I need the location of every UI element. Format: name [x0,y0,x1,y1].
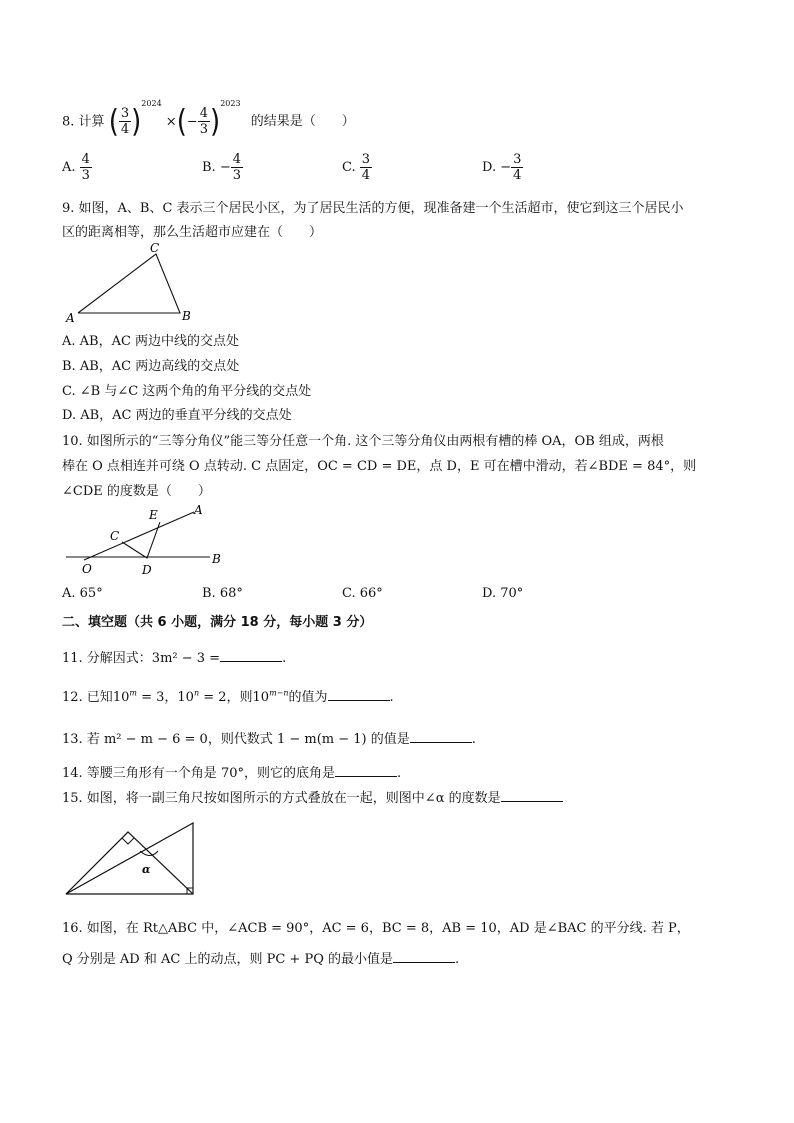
q12: 12. 已知$10^m = 3$，$10^n = 2$，则$10^{m-n}$的值为 . [62,688,394,705]
q16-line1: 16. 如图，在 Rt△ABC 中，∠ACB = 90°，AC = 6，BC = 8，AB = 10，AD 是∠BAC 的平分线. 若 P， [62,921,690,936]
q9-stem-line2: 区的距离相等，那么生活超市应建在（ ） [62,225,323,240]
q15-set-squares-figure [60,818,200,898]
q14: 14. 等腰三角形有一个角是 70°，则它的底角是 . [62,766,402,781]
label-c: C [150,241,160,255]
q8-option-c[interactable]: C. $\frac{3}{4}$ [342,152,371,183]
q10-option-a[interactable]: A. 65° [62,586,103,601]
q9-option-c[interactable]: C. ∠B 与∠C 这两个角的角平分线的交点处 [62,384,312,399]
q10-stem-line3: ∠CDE 的度数是（ ） [62,484,211,499]
section-2-heading: 二、填空题（共 6 小题，满分 18 分，每小题 3 分） [62,615,373,630]
q13: 13. 若 m² − m − 6 = 0，则代数式 1 − m(m − 1) 的值是 . [62,732,476,747]
q11-answer-blank[interactable] [220,650,282,662]
label-a: A [194,503,203,517]
q10-option-b[interactable]: B. 68° [202,586,243,601]
label-a: A [66,311,75,325]
q14-answer-blank[interactable] [335,765,397,777]
q9-triangle-figure [60,240,210,326]
q10-stem-line2: 棒在 O 点相连并可绕 O 点转动. C 点固定，OC = CD = DE，点 D，E 可在槽中滑动，若∠BDE = 84°，则 [62,459,697,474]
q8-option-a[interactable]: A. $\frac{4}{3}$ [62,152,90,183]
label-e: E [149,508,158,522]
q13-answer-blank[interactable] [410,731,472,743]
q8-fraction-2: $\frac{4}{3}$ [199,106,209,138]
q9-stem-line1: 9. 如图，A、B、C 表示三个居民小区，为了居民生活的方便，现准备建一个生活超市，使它到这三个居民小 [62,201,684,216]
alpha-label: α [142,863,151,876]
q9-option-d[interactable]: D. AB，AC 两边的垂直平分线的交点处 [62,408,292,423]
q8-stem: 8. 计算 ( $\frac{3}{4}$ )$^{2024}$ ×(− $\frac{4}{3}$ )$^{2023}$ 的结果是（ ） [62,99,355,140]
q8-fraction-1: $\frac{3}{4}$ [120,106,130,138]
paren-open: ( [108,103,119,140]
q11: 11. 分解因式：3m² − 3 = . [62,651,287,666]
label-o: O [82,562,92,576]
q10-option-d[interactable]: D. 70° [482,586,524,601]
q12-answer-blank[interactable] [328,689,390,701]
q16-answer-blank[interactable] [393,951,455,963]
q15-answer-blank[interactable] [501,790,563,802]
q9-option-b[interactable]: B. AB，AC 两边高线的交点处 [62,359,240,374]
label-b: B [212,552,221,566]
q10-stem-line1: 10. 如图所示的“三等分角仪”能三等分任意一个角. 这个三等分角仪由两根有槽的棒 OA，OB 组成，两根 [62,434,664,449]
q8-option-b[interactable]: B. − $\frac{4}{3}$ [202,152,242,183]
label-d: D [142,563,152,577]
q8-option-d[interactable]: D. − $\frac{3}{4}$ [482,152,522,183]
label-b: B [182,309,191,323]
label-c: C [110,529,120,543]
q10-option-c[interactable]: C. 66° [342,586,383,601]
q10-trisector-figure [60,500,230,580]
q15: 15. 如图，将一副三角尺按如图所示的方式叠放在一起，则图中∠α 的度数是 [62,787,563,806]
q16-line2: Q 分别是 AD 和 AC 上的动点，则 PC + PQ 的最小值是 . [62,952,460,967]
q9-option-a[interactable]: A. AB，AC 两边中线的交点处 [62,334,240,349]
